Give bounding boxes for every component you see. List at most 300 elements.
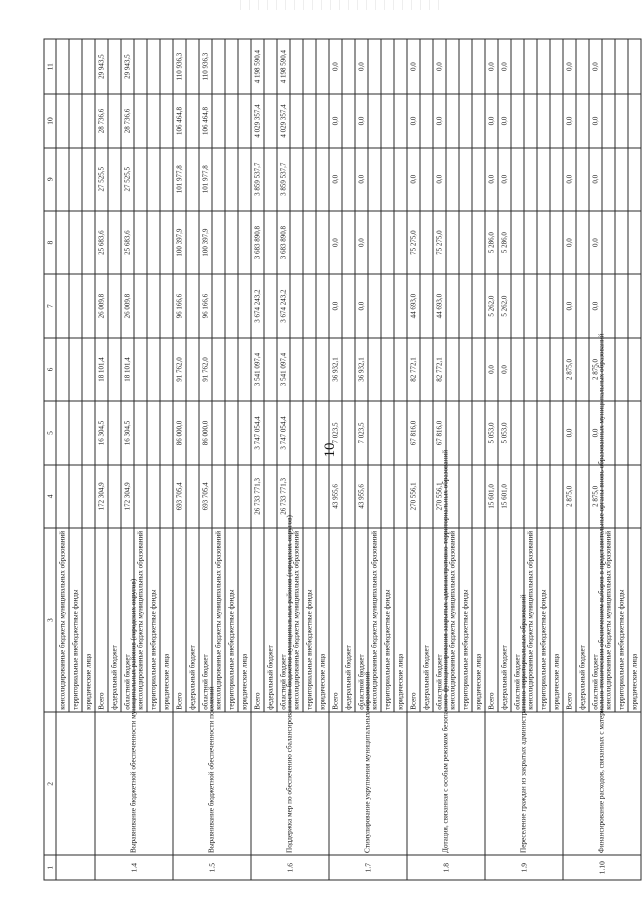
table-row [173, 39, 186, 880]
value-cell [303, 338, 316, 401]
value-cell [446, 148, 459, 211]
funding-source: федеральный бюджет [342, 528, 355, 712]
value-cell [628, 211, 641, 274]
value-cell [147, 465, 160, 528]
value-cell [472, 338, 485, 401]
value-cell: 0,0 [355, 211, 368, 274]
funding-source: консолидированные бюджеты муниципальных образований [56, 528, 69, 712]
value-cell: 0,0 [407, 94, 420, 147]
value-cell [82, 401, 95, 464]
value-cell: 3 541 097,4 [251, 338, 264, 401]
row-name: Переселение граждан из закрытых административно-территориальных образований [485, 712, 563, 855]
value-cell [238, 338, 251, 401]
funding-source: Всего [173, 528, 186, 712]
funding-source: консолидированные бюджеты муниципальных образований [602, 528, 615, 712]
funding-source: юридические лица [394, 528, 407, 712]
value-cell [628, 338, 641, 401]
value-cell: 0,0 [433, 148, 446, 211]
value-cell: 15 601,0 [498, 465, 511, 528]
value-cell [82, 148, 95, 211]
value-cell [147, 39, 160, 94]
value-cell [56, 39, 69, 94]
value-cell [511, 465, 524, 528]
value-cell: 0,0 [355, 94, 368, 147]
value-cell [264, 338, 277, 401]
value-cell [316, 39, 329, 94]
value-cell: 0,0 [498, 94, 511, 147]
value-cell [290, 274, 303, 337]
value-cell: 0,0 [589, 94, 602, 147]
value-cell: 0,0 [329, 94, 342, 147]
value-cell: 36 932,1 [329, 338, 342, 401]
value-cell: 0,0 [485, 338, 498, 401]
value-cell: 86 000,0 [199, 401, 212, 464]
value-cell [290, 148, 303, 211]
value-cell: 101 977,8 [199, 148, 212, 211]
value-cell [550, 465, 563, 528]
value-cell [316, 94, 329, 147]
column-number-row [44, 39, 56, 880]
value-cell: 2 875,0 [589, 338, 602, 401]
value-cell: 0,0 [485, 39, 498, 94]
value-cell [342, 338, 355, 401]
value-cell [212, 211, 225, 274]
value-cell [381, 94, 394, 147]
value-cell [264, 148, 277, 211]
value-cell [342, 148, 355, 211]
value-cell: 172 304,9 [95, 465, 108, 528]
funding-source: территориальные внебюджетные фонды [303, 528, 316, 712]
column-number: 4 [44, 465, 56, 528]
value-cell: 2 875,0 [563, 338, 576, 401]
value-cell [342, 274, 355, 337]
value-cell [524, 338, 537, 401]
value-cell [82, 39, 95, 94]
value-cell [511, 39, 524, 94]
value-cell [108, 401, 121, 464]
funding-source: юридические лица [472, 528, 485, 712]
value-cell: 27 525,5 [95, 148, 108, 211]
value-cell: 75 275,0 [407, 211, 420, 274]
value-cell [69, 39, 82, 94]
value-cell [537, 338, 550, 401]
row-name: Выравнивание бюджетной обеспеченности поселений [173, 712, 251, 855]
value-cell [186, 211, 199, 274]
row-code: 1.8 [407, 855, 485, 880]
value-cell: 3 859 537,7 [251, 148, 264, 211]
value-cell [69, 148, 82, 211]
value-cell: 0,0 [485, 148, 498, 211]
value-cell [381, 274, 394, 337]
value-cell [303, 465, 316, 528]
scan-artifact [240, 0, 440, 10]
value-cell [186, 94, 199, 147]
value-cell [446, 94, 459, 147]
value-cell [108, 465, 121, 528]
value-cell: 0,0 [589, 39, 602, 94]
rotated-table-sheet [44, 39, 639, 881]
funding-source: областной бюджет [199, 528, 212, 712]
value-cell [238, 401, 251, 464]
value-cell [69, 274, 82, 337]
value-cell [264, 94, 277, 147]
value-cell [381, 401, 394, 464]
value-cell [537, 274, 550, 337]
value-cell [225, 465, 238, 528]
value-cell [238, 274, 251, 337]
value-cell [628, 274, 641, 337]
value-cell: 0,0 [407, 148, 420, 211]
value-cell: 4 029 357,4 [277, 94, 290, 147]
value-cell [537, 94, 550, 147]
value-cell [381, 39, 394, 94]
value-cell [394, 148, 407, 211]
value-cell [368, 274, 381, 337]
value-cell: 18 101,4 [95, 338, 108, 401]
value-cell [238, 39, 251, 94]
value-cell [472, 94, 485, 147]
value-cell [550, 39, 563, 94]
value-cell [394, 401, 407, 464]
value-cell [186, 274, 199, 337]
value-cell: 86 000,0 [173, 401, 186, 464]
value-cell: 29 943,5 [95, 39, 108, 94]
value-cell [420, 94, 433, 147]
value-cell [602, 148, 615, 211]
value-cell [82, 338, 95, 401]
value-cell: 0,0 [563, 211, 576, 274]
value-cell: 25 683,6 [121, 211, 134, 274]
value-cell: 29 943,5 [121, 39, 134, 94]
value-cell [524, 94, 537, 147]
row-name: Поддержка мер по обеспечению сбалансированности бюджетов муниципальных районов (городских округов) [251, 712, 329, 855]
value-cell [446, 39, 459, 94]
value-cell [628, 39, 641, 94]
value-cell: 110 936,3 [173, 39, 186, 94]
value-cell [69, 401, 82, 464]
funding-source: областной бюджет [277, 528, 290, 712]
value-cell: 0,0 [589, 148, 602, 211]
value-cell [381, 465, 394, 528]
value-cell: 2 875,0 [589, 465, 602, 528]
value-cell: 5 286,0 [498, 211, 511, 274]
value-cell [524, 465, 537, 528]
funding-source: территориальные внебюджетные фонды [69, 528, 82, 712]
value-cell [212, 401, 225, 464]
funding-source: федеральный бюджет [264, 528, 277, 712]
value-cell: 82 772,1 [407, 338, 420, 401]
value-cell: 0,0 [563, 39, 576, 94]
value-cell: 25 683,6 [95, 211, 108, 274]
value-cell [342, 211, 355, 274]
row-code: 1.4 [95, 855, 173, 880]
value-cell [160, 148, 173, 211]
value-cell [108, 211, 121, 274]
value-cell [290, 211, 303, 274]
value-cell: 43 955,6 [329, 465, 342, 528]
value-cell [368, 338, 381, 401]
value-cell [537, 465, 550, 528]
column-number: 7 [44, 274, 56, 337]
value-cell [576, 465, 589, 528]
funding-source: Всего [485, 528, 498, 712]
value-cell: 96 166,6 [173, 274, 186, 337]
value-cell [316, 274, 329, 337]
funding-source: территориальные внебюджетные фонды [459, 528, 472, 712]
value-cell: 0,0 [433, 39, 446, 94]
row-code: 1.9 [485, 855, 563, 880]
value-cell: 5 262,0 [485, 274, 498, 337]
funding-source: консолидированные бюджеты муниципальных образований [368, 528, 381, 712]
value-cell [212, 274, 225, 337]
funding-source: Всего [563, 528, 576, 712]
value-cell: 4 198 590,4 [251, 39, 264, 94]
value-cell [420, 465, 433, 528]
row-name [56, 712, 95, 855]
value-cell [368, 211, 381, 274]
value-cell [420, 148, 433, 211]
value-cell: 3 683 890,8 [251, 211, 264, 274]
value-cell [82, 211, 95, 274]
value-cell [446, 338, 459, 401]
value-cell [459, 94, 472, 147]
value-cell: 7 023,5 [329, 401, 342, 464]
value-cell [134, 39, 147, 94]
value-cell [511, 338, 524, 401]
value-cell: 106 464,8 [173, 94, 186, 147]
value-cell [108, 94, 121, 147]
value-cell [212, 39, 225, 94]
value-cell: 3 683 890,8 [277, 211, 290, 274]
value-cell [342, 465, 355, 528]
value-cell: 3 747 054,4 [277, 401, 290, 464]
value-cell: 0,0 [355, 274, 368, 337]
value-cell [69, 465, 82, 528]
value-cell [550, 401, 563, 464]
value-cell [368, 39, 381, 94]
value-cell [69, 94, 82, 147]
value-cell [212, 94, 225, 147]
value-cell [394, 39, 407, 94]
funding-source: областной бюджет [511, 528, 524, 712]
value-cell [316, 338, 329, 401]
value-cell [537, 211, 550, 274]
value-cell: 0,0 [589, 211, 602, 274]
funding-source: областной бюджет [121, 528, 134, 712]
value-cell [212, 465, 225, 528]
value-cell [69, 338, 82, 401]
value-cell [56, 148, 69, 211]
funding-source: федеральный бюджет [108, 528, 121, 712]
row-code: 1.5 [173, 855, 251, 880]
value-cell: 3 859 537,7 [277, 148, 290, 211]
value-cell: 3 674 243,2 [251, 274, 264, 337]
value-cell [108, 338, 121, 401]
funding-source: областной бюджет [589, 528, 602, 712]
value-cell [472, 401, 485, 464]
value-cell [368, 94, 381, 147]
value-cell [472, 211, 485, 274]
value-cell: 26 009,8 [121, 274, 134, 337]
value-cell [628, 465, 641, 528]
value-cell: 0,0 [563, 274, 576, 337]
value-cell [134, 274, 147, 337]
value-cell [459, 148, 472, 211]
value-cell [134, 465, 147, 528]
value-cell [186, 148, 199, 211]
value-cell [147, 274, 160, 337]
value-cell [212, 338, 225, 401]
funding-source: территориальные внебюджетные фонды [537, 528, 550, 712]
value-cell [511, 211, 524, 274]
value-cell [459, 274, 472, 337]
value-cell [316, 465, 329, 528]
value-cell [316, 211, 329, 274]
value-cell [459, 401, 472, 464]
table-body [56, 39, 641, 880]
value-cell: 3 674 243,2 [277, 274, 290, 337]
value-cell [82, 274, 95, 337]
funding-source: юридические лица [550, 528, 563, 712]
value-cell [342, 401, 355, 464]
value-cell [511, 94, 524, 147]
value-cell [225, 39, 238, 94]
value-cell [576, 338, 589, 401]
value-cell [186, 465, 199, 528]
value-cell [160, 401, 173, 464]
value-cell: 0,0 [433, 94, 446, 147]
value-cell: 91 762,0 [173, 338, 186, 401]
value-cell [550, 94, 563, 147]
value-cell [82, 465, 95, 528]
value-cell: 0,0 [355, 39, 368, 94]
value-cell [615, 401, 628, 464]
value-cell [160, 211, 173, 274]
value-cell [316, 148, 329, 211]
value-cell [134, 94, 147, 147]
value-cell [420, 211, 433, 274]
value-cell [82, 94, 95, 147]
value-cell [576, 401, 589, 464]
table-row [485, 39, 498, 880]
value-cell: 2 875,0 [563, 465, 576, 528]
value-cell [56, 465, 69, 528]
value-cell: 0,0 [485, 94, 498, 147]
column-number: 2 [44, 712, 56, 855]
value-cell: 0,0 [589, 274, 602, 337]
funding-source: юридические лица [628, 528, 641, 712]
funding-source: федеральный бюджет [576, 528, 589, 712]
value-cell: 270 556,1 [407, 465, 420, 528]
value-cell [524, 274, 537, 337]
value-cell [368, 465, 381, 528]
column-number: 9 [44, 148, 56, 211]
value-cell [537, 401, 550, 464]
value-cell [225, 94, 238, 147]
value-cell [147, 338, 160, 401]
value-cell: 0,0 [498, 39, 511, 94]
value-cell: 67 816,0 [407, 401, 420, 464]
value-cell [394, 338, 407, 401]
row-name: Выравнивание бюджетной обеспеченности муниципальных районов (городских округов) [95, 712, 173, 855]
value-cell: 0,0 [563, 148, 576, 211]
value-cell [511, 148, 524, 211]
value-cell [615, 465, 628, 528]
value-cell: 693 705,4 [173, 465, 186, 528]
value-cell [394, 274, 407, 337]
page-number: 10 [322, 442, 338, 458]
value-cell [160, 465, 173, 528]
value-cell [615, 94, 628, 147]
value-cell [238, 94, 251, 147]
value-cell [108, 148, 121, 211]
value-cell: 0,0 [329, 211, 342, 274]
row-name: Стимулирование укрупнения муниципальных образований [329, 712, 407, 855]
value-cell [472, 465, 485, 528]
value-cell: 100 397,9 [199, 211, 212, 274]
value-cell [69, 211, 82, 274]
value-cell [134, 401, 147, 464]
row-name: Финансирование расходов, связанных с материально-техническим обеспечением выборов в представительные органы вновь образованных муниципальных образований [563, 712, 641, 855]
value-cell [472, 39, 485, 94]
table-row [563, 39, 576, 880]
value-cell: 44 693,0 [407, 274, 420, 337]
funding-source: Всего [251, 528, 264, 712]
value-cell: 18 101,4 [121, 338, 134, 401]
funding-source: консолидированные бюджеты муниципальных образований [212, 528, 225, 712]
value-cell: 5 286,0 [485, 211, 498, 274]
value-cell [134, 338, 147, 401]
funding-source: юридические лица [238, 528, 251, 712]
value-cell [550, 148, 563, 211]
value-cell [147, 148, 160, 211]
value-cell [303, 211, 316, 274]
value-cell [472, 148, 485, 211]
value-cell [524, 148, 537, 211]
value-cell: 0,0 [563, 94, 576, 147]
funding-source: областной бюджет [433, 528, 446, 712]
value-cell: 75 275,0 [433, 211, 446, 274]
value-cell [264, 211, 277, 274]
value-cell [602, 39, 615, 94]
value-cell [238, 465, 251, 528]
value-cell [225, 148, 238, 211]
value-cell [602, 274, 615, 337]
value-cell [381, 338, 394, 401]
value-cell: 26 733 771,3 [251, 465, 264, 528]
value-cell [420, 274, 433, 337]
table-row [95, 39, 108, 880]
value-cell [134, 211, 147, 274]
value-cell [576, 274, 589, 337]
value-cell [615, 148, 628, 211]
value-cell [147, 94, 160, 147]
value-cell [147, 401, 160, 464]
value-cell [394, 94, 407, 147]
column-number: 5 [44, 401, 56, 464]
funding-source: Всего [329, 528, 342, 712]
funding-source: территориальные внебюджетные фонды [225, 528, 238, 712]
table-row [329, 39, 342, 880]
value-cell [459, 465, 472, 528]
value-cell [615, 211, 628, 274]
value-cell: 270 556,1 [433, 465, 446, 528]
value-cell [160, 274, 173, 337]
funding-source: юридические лица [82, 528, 95, 712]
value-cell: 36 932,1 [355, 338, 368, 401]
value-cell [264, 465, 277, 528]
value-cell: 16 304,5 [95, 401, 108, 464]
